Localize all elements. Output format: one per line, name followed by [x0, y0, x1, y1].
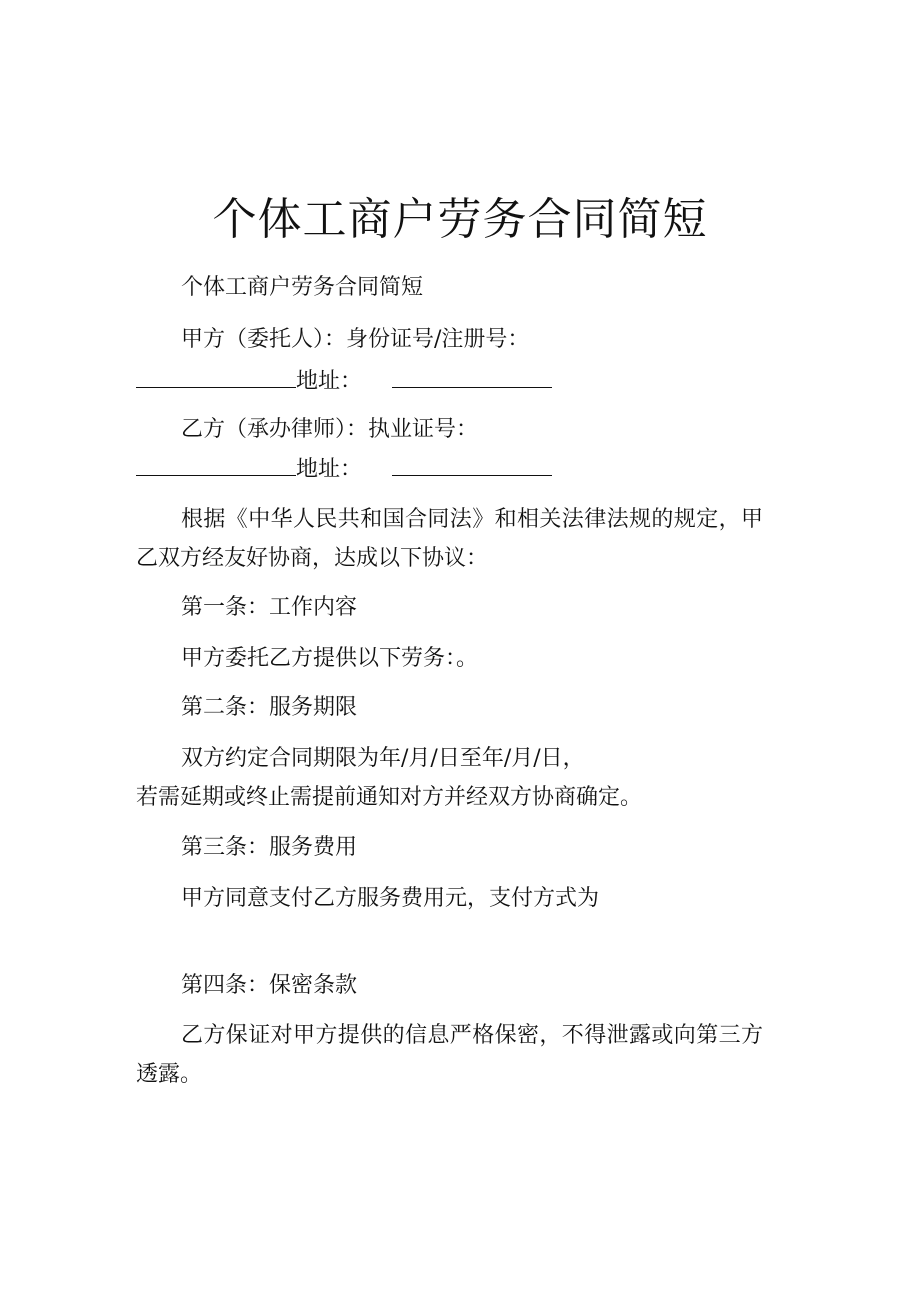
- party-b-address-line: [136, 453, 552, 485]
- article-1-heading: 第一条：工作内容: [181, 595, 358, 620]
- document-subtitle: 个体工商户劳务合同简短: [181, 275, 424, 300]
- article-2-heading: 第二条：服务期限: [181, 695, 358, 720]
- party-a-address-blank: [392, 365, 552, 388]
- party-a-label: 甲方（委托人）：身份证号/注册号：: [181, 327, 530, 352]
- article-4-text-line-2: 透露。: [136, 1062, 203, 1087]
- party-a-address-line: [136, 365, 552, 397]
- document-title: 个体工商户劳务合同简短: [212, 194, 708, 245]
- article-3-text: 甲方同意支付乙方服务费用元，支付方式为: [181, 886, 600, 911]
- party-b-name-blank: [136, 453, 296, 476]
- preamble-line-1: 根据《中华人民共和国合同法》和相关法律法规的规定，甲: [181, 507, 764, 532]
- party-b-label: 乙方（承办律师）：执业证号：: [181, 417, 479, 442]
- party-a-name-blank: [136, 365, 296, 388]
- party-b-address-blank: [392, 453, 552, 476]
- article-1-text: 甲方委托乙方提供以下劳务：。: [181, 646, 479, 671]
- party-a-address-label: 地址：: [296, 369, 363, 394]
- article-2-text-line-1: 双方约定合同期限为年/月/日至年/月/日，: [181, 746, 585, 771]
- article-4-text-line-1: 乙方保证对甲方提供的信息严格保密，不得泄露或向第三方: [181, 1023, 764, 1048]
- preamble-line-2: 乙双方经友好协商，达成以下协议：: [136, 546, 489, 571]
- article-2-text-line-2: 若需延期或终止需提前通知对方并经双方协商确定。: [136, 785, 643, 810]
- article-4-heading: 第四条：保密条款: [181, 973, 358, 998]
- party-b-address-label: 地址：: [296, 457, 363, 482]
- article-3-heading: 第三条：服务费用: [181, 835, 358, 860]
